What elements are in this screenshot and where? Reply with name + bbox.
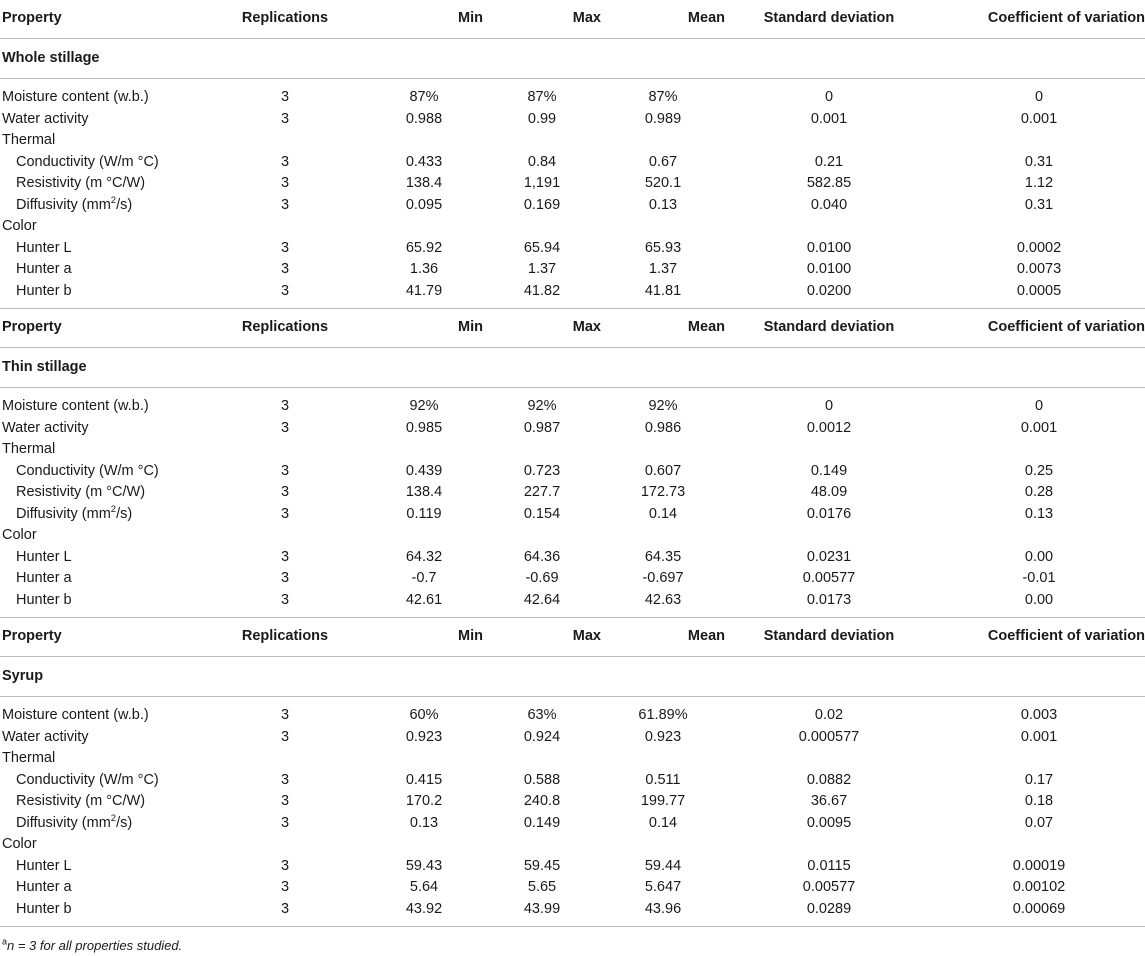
spacer-row [0,79,1145,88]
cell-replications: 3 [280,879,290,895]
row-label-tail: /s) [116,196,133,213]
row-label: Resistivity (m °C/W) [16,175,146,191]
header-row [0,618,1145,657]
cell-max: 43.99 [483,899,601,927]
footnote-text: n = 3 for all properties studied. [7,938,183,953]
cell-mean: 0.989 [644,110,682,127]
cell-standard-deviation: 0.0176 [806,505,852,522]
cell-standard-deviation: 0.0100 [806,239,852,256]
row-label: Hunter a [16,570,72,586]
cell-max: 0.99 [527,110,557,127]
cell-coefficient-of-variation: 0 [1034,398,1044,414]
row-label [0,195,205,217]
cell-coefficient-of-variation: 0.00019 [1012,857,1066,874]
row-resistivity [0,173,1145,195]
cell-max: 0.924 [523,728,561,745]
row-hunter-b [0,590,1145,618]
footnote-marker: a [2,936,8,947]
row-hunter-l [0,856,1145,878]
group-label: Thermal [2,441,56,457]
cell-coefficient-of-variation: -0.01 [1022,570,1056,586]
cell-coefficient-of-variation: 0.31 [1024,153,1054,170]
row-hunter-a [0,877,1145,899]
cell-coefficient-of-variation: 0.17 [1024,771,1054,788]
row-diffusivity [0,504,1145,526]
cell-replications: 3 [280,196,290,213]
row-moisture-content [0,87,1145,109]
cell-standard-deviation: 0.00577 [802,879,856,895]
spacer-cell [0,697,1145,706]
cell-coefficient-of-variation: 0.0002 [1016,239,1062,256]
cell-replications: 3 [280,548,290,565]
table-footnote [2,938,182,953]
cell-coefficient-of-variation: 0.31 [1024,196,1054,213]
row-group-thermal [0,439,1145,461]
column-header-cv: Coefficient of variation [933,309,1145,348]
cell-mean: 0.67 [648,153,678,170]
section-title: Whole stillage [0,39,1145,79]
column-header-property: Property [0,309,205,348]
row-group-color [0,525,1145,547]
column-header-min: Min [365,309,483,348]
cell-coefficient-of-variation: 0.18 [1024,793,1054,809]
cell-replications: 3 [280,419,290,436]
row-label-tail: /s) [116,505,133,522]
cell-min: 0.988 [405,110,443,127]
row-label: Moisture content (w.b.) [2,89,149,105]
cell-coefficient-of-variation: 0.003 [1020,707,1058,723]
cell-standard-deviation: 36.67 [810,793,848,809]
cell-coefficient-of-variation: 0.001 [1020,110,1058,127]
row-label: Hunter b [0,590,205,618]
header-row [0,0,1145,39]
column-header-replications: Replications [205,618,365,657]
row-water-activity [0,418,1145,440]
cell-max: 87% [527,89,557,105]
cell-min: 92% [409,398,439,414]
column-header-mean: Mean [601,618,725,657]
cell-mean: -0.697 [642,570,684,586]
cell-min: 0.415 [405,771,443,788]
column-header-property: Property [0,0,205,39]
section-title: Syrup [0,657,1145,697]
column-header-min: Min [365,0,483,39]
row-hunter-b [0,281,1145,309]
cell-max: -0.69 [525,570,559,586]
cell-standard-deviation: 0.0115 [807,857,851,874]
cell-coefficient-of-variation: 0.00069 [933,899,1145,927]
cell-replications: 3 [280,707,290,723]
column-header-mean: Mean [601,0,725,39]
cell-replications: 3 [280,771,290,788]
row-label: Moisture content (w.b.) [2,398,149,414]
cell-mean: 87% [648,89,678,105]
cell-replications: 3 [205,590,365,618]
row-hunter-a [0,568,1145,590]
cell-mean: 0.607 [644,462,682,479]
cell-max: 0.169 [523,196,561,213]
cell-min: 138.4 [405,484,443,500]
cell-mean: 65.93 [644,239,682,256]
cell-min: 43.92 [365,899,483,927]
column-header-max: Max [483,0,601,39]
column-header-replications: Replications [205,309,365,348]
cell-standard-deviation: 0.040 [810,196,848,213]
cell-mean: 0.13 [648,196,678,213]
column-header-cv: Coefficient of variation [933,0,1145,39]
row-conductivity [0,770,1145,792]
cell-min: 0.439 [405,462,443,479]
cell-replications: 3 [280,462,290,479]
row-water-activity [0,109,1145,131]
header-row [0,309,1145,348]
row-label: Hunter b [0,899,205,927]
cell-replications: 3 [280,857,290,874]
cell-mean: 1.37 [648,261,678,277]
cell-standard-deviation: 0.0289 [725,899,933,927]
group-label: Thermal [2,132,56,148]
cell-mean: 41.81 [601,281,725,309]
cell-min: 64.32 [405,548,443,565]
cell-coefficient-of-variation: 0.0005 [933,281,1145,309]
spacer-cell [0,388,1145,397]
cell-standard-deviation: 0.0012 [806,419,852,436]
row-label-superscript: 2 [110,194,117,206]
column-header-max: Max [483,618,601,657]
cell-replications: 3 [205,899,365,927]
cell-max: 5.65 [527,879,557,895]
cell-max: 64.36 [523,548,561,565]
cell-coefficient-of-variation: 0.00 [933,590,1145,618]
cell-standard-deviation: 0.21 [814,153,844,170]
row-diffusivity [0,195,1145,217]
row-label: Water activity [2,728,89,745]
column-header-sd: Standard deviation [725,618,933,657]
row-group-color [0,216,1145,238]
column-header-sd: Standard deviation [725,309,933,348]
cell-min: 0.433 [405,153,443,170]
cell-max: 0.154 [523,505,561,522]
cell-mean: 5.647 [644,879,682,895]
cell-replications: 3 [280,814,290,831]
cell-replications: 3 [280,153,290,170]
column-header-property: Property [0,618,205,657]
cell-min: 59.43 [405,857,443,874]
row-label: Hunter b [0,281,205,309]
cell-standard-deviation: 582.85 [806,175,852,191]
cell-min: 41.79 [365,281,483,309]
cell-min: 0.095 [405,196,443,213]
cell-standard-deviation: 0.0200 [725,281,933,309]
cell-coefficient-of-variation: 0.00102 [1012,879,1066,895]
cell-coefficient-of-variation: 1.12 [1024,175,1054,191]
cell-mean: 43.96 [601,899,725,927]
cell-max: 0.149 [523,814,561,831]
column-header-max: Max [483,309,601,348]
cell-min: 0.13 [409,814,439,831]
cell-mean: 0.923 [644,728,682,745]
row-group-color [0,834,1145,856]
cell-mean: 0.511 [645,771,681,788]
row-label-text: Diffusivity (mm [16,505,111,522]
cell-max: 65.94 [523,239,561,256]
section-title-row [0,348,1145,388]
cell-min: 5.64 [409,879,439,895]
cell-replications: 3 [280,570,290,586]
row-group-thermal [0,748,1145,770]
cell-standard-deviation: 0.0173 [725,590,933,618]
row-label: Conductivity (W/m °C) [16,153,159,170]
cell-max: 92% [527,398,557,414]
cell-coefficient-of-variation: 0.07 [1024,814,1054,831]
row-moisture-content [0,396,1145,418]
cell-standard-deviation: 0.00577 [802,570,856,586]
cell-coefficient-of-variation: 0.25 [1024,462,1054,479]
cell-coefficient-of-variation: 0 [1034,89,1044,105]
section-title: Thin stillage [0,348,1145,388]
row-label [0,813,205,835]
spacer-row [0,697,1145,706]
cell-min: -0.7 [411,570,437,586]
row-label: Conductivity (W/m °C) [16,462,159,479]
row-conductivity [0,152,1145,174]
cell-standard-deviation: 0.001 [810,110,848,127]
row-label: Moisture content (w.b.) [2,707,149,723]
cell-replications: 3 [280,728,290,745]
cell-mean: 0.986 [644,419,682,436]
row-hunter-b [0,899,1145,927]
cell-mean: 61.89% [638,707,688,723]
row-resistivity [0,791,1145,813]
row-label: Hunter L [16,239,72,256]
cell-max: 1.37 [527,261,557,277]
row-label-text: Diffusivity (mm [16,196,111,213]
cell-max: 240.8 [523,793,561,809]
cell-coefficient-of-variation: 0.0073 [1016,261,1062,277]
cell-mean: 520.1 [644,175,682,191]
cell-replications: 3 [280,261,290,277]
column-header-sd: Standard deviation [725,0,933,39]
cell-replications: 3 [280,89,290,105]
cell-replications: 3 [205,281,365,309]
row-label: Hunter L [16,548,72,565]
cell-replications: 3 [280,793,290,809]
cell-max: 63% [527,707,557,723]
cell-max: 59.45 [523,857,561,874]
cell-replications: 3 [280,484,290,500]
cell-standard-deviation: 0.0231 [806,548,852,565]
cell-min: 0.923 [405,728,443,745]
cell-mean: 0.14 [648,814,678,831]
row-label-text: Diffusivity (mm [16,814,111,831]
row-group-thermal [0,130,1145,152]
row-label [0,504,205,526]
row-diffusivity [0,813,1145,835]
row-label: Resistivity (m °C/W) [16,793,146,809]
cell-standard-deviation: 0.149 [810,462,848,479]
cell-coefficient-of-variation: 0.28 [1024,484,1054,500]
row-resistivity [0,482,1145,504]
row-label: Resistivity (m °C/W) [16,484,146,500]
cell-coefficient-of-variation: 0.001 [1020,728,1058,745]
cell-max: 41.82 [483,281,601,309]
cell-mean: 92% [648,398,678,414]
row-label: Water activity [2,419,89,436]
cell-max: 0.84 [527,153,557,170]
spacer-cell [0,79,1145,88]
cell-mean: 42.63 [601,590,725,618]
row-label-tail: /s) [116,814,133,831]
cell-standard-deviation: 48.09 [810,484,848,500]
section-title-row [0,657,1145,697]
cell-min: 60% [409,707,439,723]
cell-max: 42.64 [483,590,601,618]
row-hunter-l [0,238,1145,260]
column-header-min: Min [365,618,483,657]
column-header-mean: Mean [601,309,725,348]
cell-min: 138.4 [405,175,443,191]
cell-mean: 59.44 [644,857,682,874]
group-label: Thermal [2,750,56,766]
row-moisture-content [0,705,1145,727]
cell-replications: 3 [280,239,290,256]
row-hunter-a [0,259,1145,281]
cell-max: 0.987 [523,419,561,436]
row-label: Conductivity (W/m °C) [16,771,159,788]
cell-max: 1,191 [523,175,561,191]
cell-standard-deviation: 0 [824,398,834,414]
row-label: Hunter L [16,857,72,874]
cell-standard-deviation: 0.000577 [798,728,860,745]
group-label: Color [2,218,37,234]
column-header-replications: Replications [205,0,365,39]
cell-standard-deviation: 0.0882 [806,771,852,788]
cell-replications: 3 [280,175,290,191]
cell-standard-deviation: 0.0095 [806,814,852,831]
row-label: Hunter a [16,261,72,277]
cell-min: 65.92 [405,239,443,256]
row-hunter-l [0,547,1145,569]
cell-max: 227.7 [523,484,561,500]
cell-min: 87% [409,89,439,105]
cell-min: 1.36 [409,261,439,277]
cell-min: 0.119 [406,505,442,522]
cell-standard-deviation: 0 [824,89,834,105]
row-label-superscript: 2 [110,503,117,515]
cell-mean: 0.14 [648,505,678,522]
row-label: Hunter a [16,879,72,895]
section-title-row [0,39,1145,79]
group-label: Color [2,836,37,852]
cell-replications: 3 [280,505,290,522]
cell-standard-deviation: 0.02 [814,707,844,723]
row-label-superscript: 2 [110,812,117,824]
cell-coefficient-of-variation: 0.001 [1020,419,1058,436]
cell-min: 170.2 [405,793,443,809]
spacer-row [0,388,1145,397]
cell-replications: 3 [280,110,290,127]
row-water-activity [0,727,1145,749]
group-label: Color [2,527,37,543]
cell-replications: 3 [280,398,290,414]
cell-min: 42.61 [365,590,483,618]
cell-max: 0.723 [523,462,561,479]
cell-coefficient-of-variation: 0.00 [1024,548,1054,565]
row-label: Water activity [2,110,89,127]
row-conductivity [0,461,1145,483]
cell-coefficient-of-variation: 0.13 [1024,505,1054,522]
cell-mean: 64.35 [644,548,682,565]
cell-max: 0.588 [523,771,561,788]
cell-standard-deviation: 0.0100 [806,261,852,277]
cell-mean: 199.77 [640,793,686,809]
cell-mean: 172.73 [640,484,686,500]
column-header-cv: Coefficient of variation [933,618,1145,657]
cell-min: 0.985 [405,419,443,436]
